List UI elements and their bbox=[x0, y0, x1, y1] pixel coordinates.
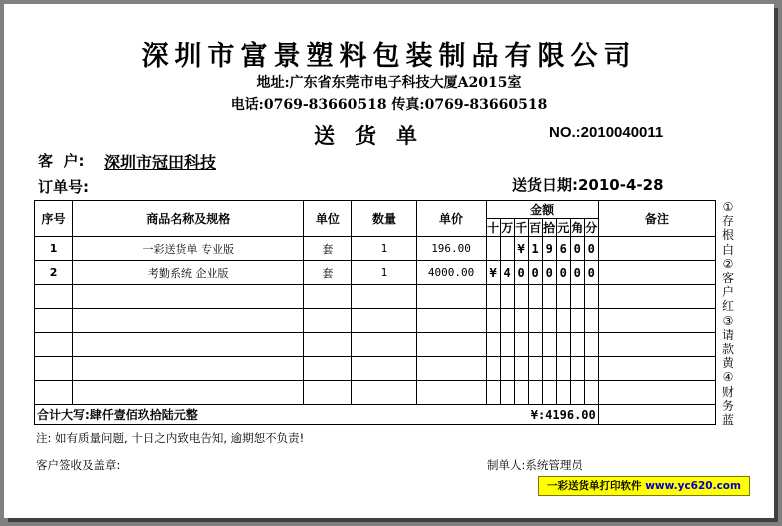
customer-signature-label: 客户签收及盖章: bbox=[36, 458, 121, 472]
header-amount: 金额 bbox=[486, 201, 598, 219]
empty-row bbox=[35, 333, 716, 357]
row-digit: 0 bbox=[514, 261, 528, 285]
empty-row bbox=[35, 357, 716, 381]
row-digit: 4 bbox=[500, 261, 514, 285]
header-remark: 备注 bbox=[598, 201, 715, 237]
ad-url[interactable]: www.yc620.com bbox=[645, 480, 741, 492]
row-unit: 套 bbox=[304, 237, 352, 261]
delivery-date: 送货日期:2010-4-28 bbox=[512, 176, 664, 194]
company-name: 深圳市富景塑料包装制品有限公司 bbox=[141, 41, 637, 72]
digit-header: 十 bbox=[486, 219, 500, 237]
total-remark bbox=[598, 405, 715, 425]
digit-header: 分 bbox=[584, 219, 598, 237]
copies-legend bbox=[721, 200, 735, 427]
empty-row bbox=[35, 309, 716, 333]
row-digit: ¥ bbox=[514, 237, 528, 261]
digit-header: 千 bbox=[514, 219, 528, 237]
total-row bbox=[35, 405, 716, 425]
header-qty: 数量 bbox=[352, 201, 416, 237]
row-price: 196.00 bbox=[416, 237, 486, 261]
order-number-label: 订单号: bbox=[38, 178, 89, 196]
header-seq: 序号 bbox=[35, 201, 73, 237]
digit-header: 角 bbox=[570, 219, 584, 237]
table-row bbox=[35, 237, 716, 261]
software-ad-banner[interactable] bbox=[538, 476, 750, 496]
row-digit: 6 bbox=[556, 237, 570, 261]
paper-shadow-bottom bbox=[8, 518, 778, 522]
total-amount: ¥:4196.00 bbox=[486, 405, 598, 425]
row-price: 4000.00 bbox=[416, 261, 486, 285]
row-digit: 0 bbox=[584, 261, 598, 285]
row-digit: 0 bbox=[542, 261, 556, 285]
document-number: NO.:2010040011 bbox=[549, 124, 664, 141]
table-row bbox=[35, 261, 716, 285]
total-in-words: 合计大写:肆仟壹佰玖拾陆元整 bbox=[35, 405, 487, 425]
row-digit: 0 bbox=[528, 261, 542, 285]
empty-row bbox=[35, 285, 716, 309]
copies-legend-text: ①存根白②客户红③请款黄④财务蓝 bbox=[721, 200, 734, 428]
header-price: 单价 bbox=[416, 201, 486, 237]
row-qty: 1 bbox=[352, 261, 416, 285]
quality-note: 注: 如有质量问题, 十日之内致电告知, 逾期恕不负责! bbox=[36, 431, 305, 445]
row-unit: 套 bbox=[304, 261, 352, 285]
digit-header: 百 bbox=[528, 219, 542, 237]
digit-header: 拾 bbox=[542, 219, 556, 237]
ad-text: 一彩送货单打印软件 bbox=[547, 480, 642, 492]
header-unit: 单位 bbox=[304, 201, 352, 237]
row-qty: 1 bbox=[352, 237, 416, 261]
digit-header: 元 bbox=[556, 219, 570, 237]
items-table bbox=[34, 200, 716, 425]
row-remark bbox=[598, 261, 715, 285]
row-name: 考勤系统 企业版 bbox=[73, 261, 304, 285]
row-remark bbox=[598, 237, 715, 261]
row-digit: 0 bbox=[556, 261, 570, 285]
row-digit: 1 bbox=[528, 237, 542, 261]
row-seq: 1 bbox=[35, 237, 73, 261]
row-digit: 0 bbox=[570, 237, 584, 261]
delivery-note-page bbox=[4, 4, 774, 518]
digit-header: 万 bbox=[500, 219, 514, 237]
row-digit: 0 bbox=[584, 237, 598, 261]
customer-label: 客 户: bbox=[38, 152, 85, 170]
row-digit bbox=[500, 237, 514, 261]
paper-shadow-right bbox=[774, 8, 778, 522]
empty-row bbox=[35, 381, 716, 405]
header-name: 商品名称及规格 bbox=[73, 201, 304, 237]
document-maker: 制单人:系统管理员 bbox=[487, 458, 583, 472]
row-seq: 2 bbox=[35, 261, 73, 285]
row-name: 一彩送货单 专业版 bbox=[73, 237, 304, 261]
document-title: 送货单 bbox=[314, 123, 437, 148]
company-phone: 电话:0769-83660518 传真:0769-83660518 bbox=[230, 97, 548, 113]
row-digit: 0 bbox=[570, 261, 584, 285]
row-digit bbox=[486, 237, 500, 261]
row-digit: 9 bbox=[542, 237, 556, 261]
company-address: 地址:广东省东莞市电子科技大厦A2015室 bbox=[256, 75, 522, 91]
row-digit: ¥ bbox=[486, 261, 500, 285]
customer-name: 深圳市冠田科技 bbox=[104, 153, 217, 172]
